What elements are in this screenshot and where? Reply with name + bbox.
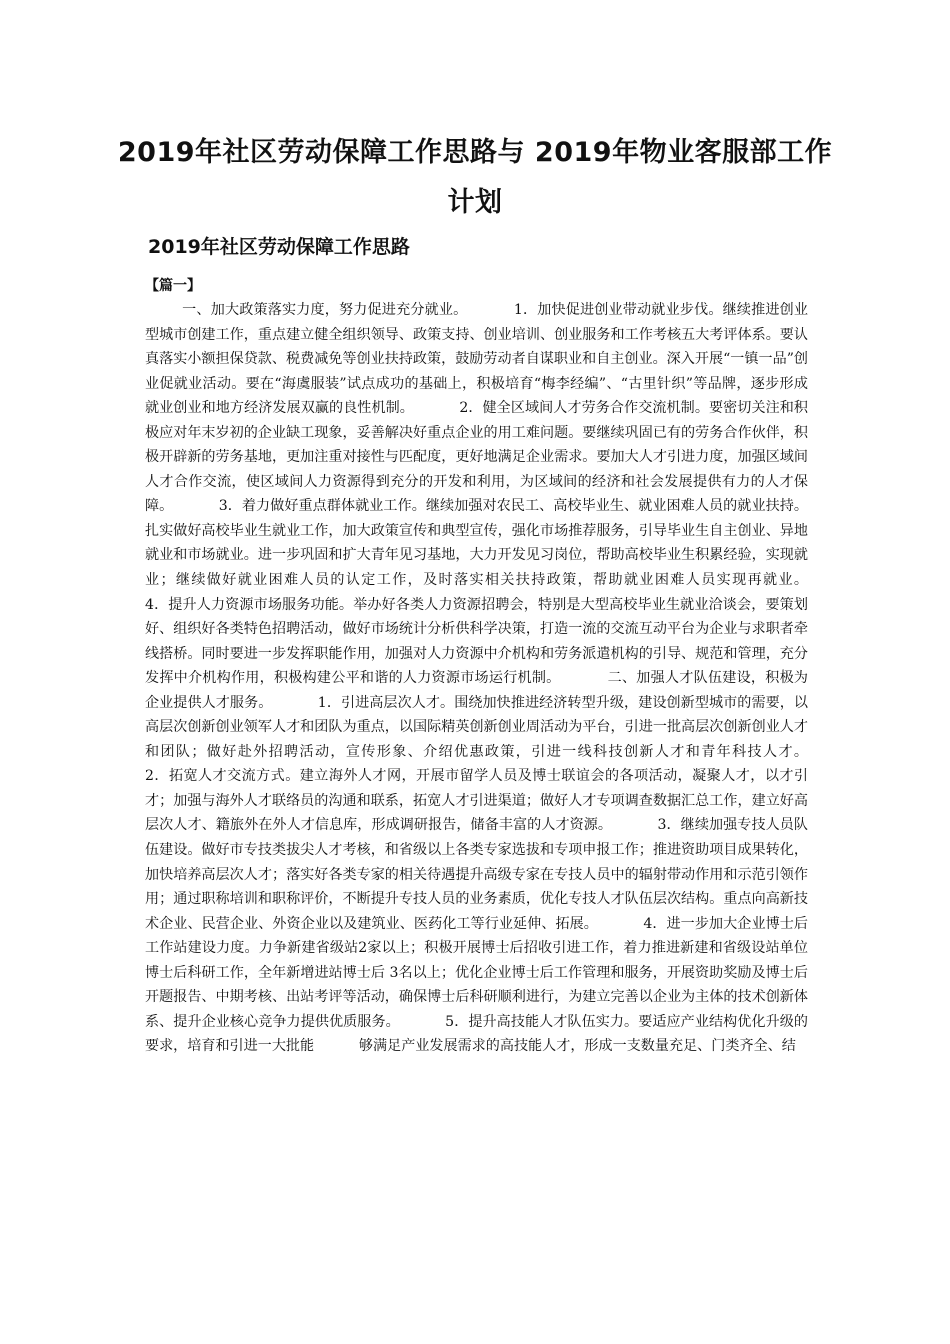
body-paragraph: 一、加大政策落实力度，努力促进充分就业。 1．加快促进创业带动就业步伐。继续推进创业型城市创建工作，重点建立健全组织领导、政策支持、创业培训、创业服务和工作考核五大考评体系。要认真落实小额担保贷款、税费减免等创业扶持政策，鼓励劳动者自谋职业和自主创业。深入开展“一镇一品”创业促就业活动。要在“海虞服装”试点成功的基础上，积极培育“梅李经编”、“古里针织”等品牌，逐步形成就业创业和地方经济发展双赢的良性机制。 2．健全区域间人才劳务合作交流机制。要密切关注和积极应对年末岁初的企业缺工现象，妥善解决好重点企业的用工难问题。要继续巩固已有的劳务合作伙伴，积极开辟新的劳务基地，更加注重对接性与匹配度，更好地满足企业需求。要加大人才引进力度，加强区域间人才合作交流，使区域间人力资源得到充分的开发和利用，为区域间的经济和社会发展提供有力的人才保障。 3．着力做好重点群体就业工作。继续加强对农民工、高校毕业生、就业困难人员的就业扶持。扎实做好高校毕业生就业工作，加大政策宣传和典型宣传，强化市场推荐服务，引导毕业生自主创业、异地就业和市场就业。进一步巩固和扩大青年见习基地，大力开发见习岗位，帮助高校毕业生积累经验，实现就业；继续做好就业困难人员的认定工作，及时落实相关扶持政策，帮助就业困难人员实现再就业。 4．提升人力资源市场服务功能。举办好各类人力资源招聘会，特别是大型高校毕业生就业洽谈会，要策划好、组织好各类特色招聘活动，做好市场统计分析供科学决策，打造一流的交流互动平台为企业与求职者牵线搭桥。同时要进一步发挥职能作用，加强对人力资源中介机构和劳务派遣机构的引导、规范和管理，充分发挥中介机构作用，积极构建公平和谐的人力资源市场运行机制。 二、加强人才队伍建设，积极为企业提供人才服务。 1．引进高层次人才。围绕加快推进经济转型升级，建设创新型城市的需要，以高层次创新创业领军人才和团队为重点，以国际精英创新创业周活动为平台，引进一批高层次创新创业人才和团队；做好赴外招聘活动，宣传形象、介绍优惠政策，引进一线科技创新人才和青年科技人才。 2．拓宽人才交流方式。建立海外人才网，开展市留学人员及博士联谊会的各项活动，凝聚人才，以才引才；加强与海外人才联络员的沟通和联系，拓宽人才引进渠道；做好人才专项调查数据汇总工作，建立好高层次人才、籍旅外在外人才信息库，形成调研报告，储备丰富的人才资源。 3．继续加强专技人员队伍建设。做好市专技类拔尖人才考核，和省级以上各类专家选拔和专项申报工作；推进资助项目成果转化，加快培养高层次人才；落实好各类专家的相关待遇提升高级专家在专技人员中的辐射带动作用和示范引领作用；通过职称培训和职称评价，不断提升专技人员的业务素质，优化专技人才队伍层次结构。重点向高新技术企业、民营企业、外资企业以及建筑业、医药化工等行业延伸、拓展。 4．进一步加大企业博士后工作站建设力度。力争新建省级站2家以上；积极开展博士后招收引进工作，着力推进新建和省级设站单位博士后科研工作，全年新增进站博士后 3名以上；优化企业博士后工作管理和服务，开展资助奖励及博士后开题报告、中期考核、出站考评等活动，确保博士后科研顺利进行，为建立完善以企业为主体的技术创新体系、提升企业核心竞争力提供优质服务。 5．提升高技能人才队伍实力。要适应产业结构优化升级的要求，培育和引进一大批能 够满足产业发展需求的高技能人才，形成一支数量充足、门类齐全、结 <box>145 302 853 1055</box>
section-heading: 2019年社区劳动保障工作思路 <box>148 236 410 258</box>
part-label: 【篇一】 <box>145 278 201 294</box>
document-title: 2019年社区劳动保障工作思路与 2019年物业客服部工作计划 <box>117 137 833 218</box>
